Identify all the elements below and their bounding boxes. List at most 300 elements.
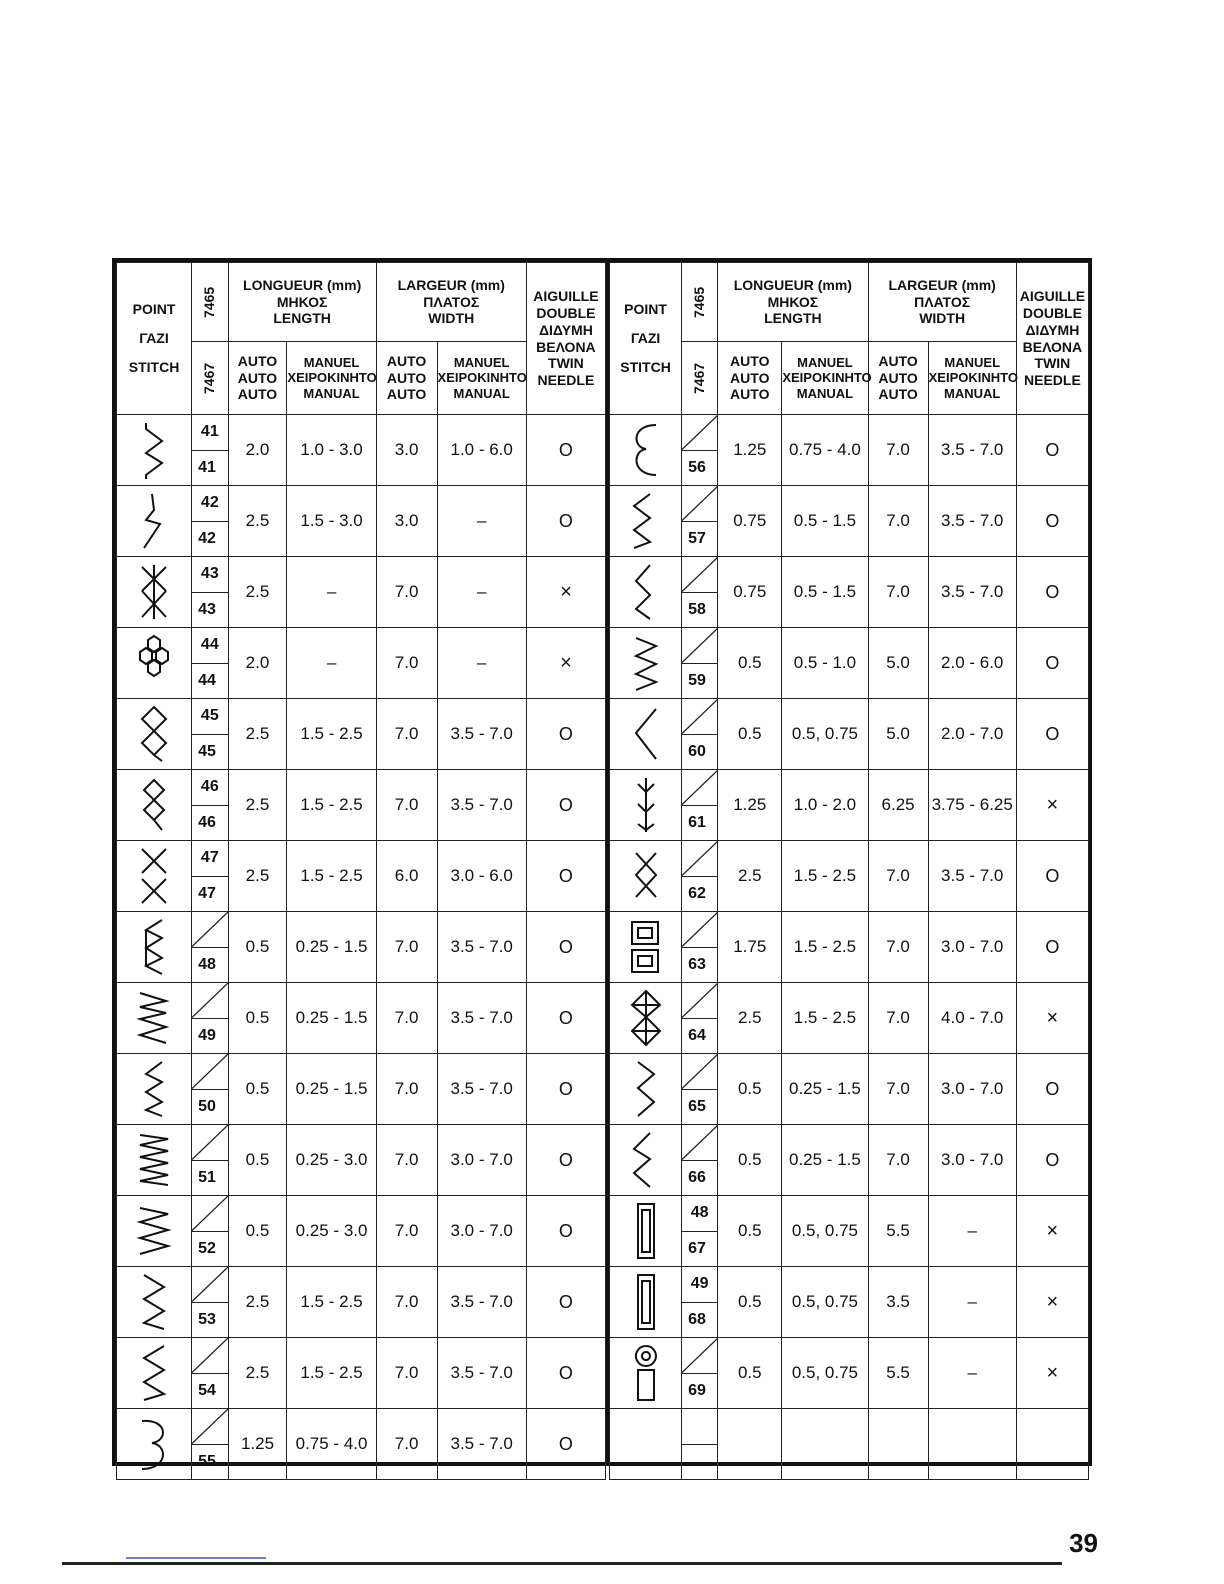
header-auto-line: AUTO <box>386 352 427 369</box>
cell-width-auto: 7.0 <box>376 1338 437 1409</box>
cell-length-auto <box>718 1409 782 1480</box>
cell-width-auto: 7.0 <box>376 983 437 1054</box>
stitch-row <box>610 557 1089 593</box>
cell-width-auto: 7.0 <box>868 841 928 912</box>
stitch-number-7465 <box>682 1054 718 1090</box>
header-auto-line: AUTO <box>878 352 918 369</box>
cell-width-manual: – <box>928 1196 1016 1267</box>
header-width-line: LARGEUR (mm) <box>888 276 996 293</box>
cell-length-manual: 1.5 - 2.5 <box>287 841 376 912</box>
cell-twin-needle: O <box>526 1196 605 1267</box>
header-width-line: LARGEUR (mm) <box>397 276 505 293</box>
page-number: 39 <box>1069 1528 1098 1558</box>
cell-length-auto: 1.25 <box>228 1409 287 1480</box>
stitch-number-7467: 46 <box>192 805 229 841</box>
stitch-row <box>117 1196 606 1232</box>
stitch-number-7467: 57 <box>682 521 718 557</box>
stitch-row <box>117 699 606 735</box>
header-point <box>610 263 682 415</box>
stitch-number-7465 <box>192 1054 229 1090</box>
stitch-row <box>610 1338 1089 1374</box>
cell-width-manual: 3.5 - 7.0 <box>437 983 526 1054</box>
cell-width-auto: 7.0 <box>376 770 437 841</box>
header-point-line: POINT <box>624 301 667 318</box>
cell-length-manual: – <box>287 628 376 699</box>
cell-twin-needle <box>1016 1409 1088 1480</box>
header-auto-line: AUTO <box>386 386 427 403</box>
stitch-number-7465 <box>682 486 718 522</box>
cell-twin-needle: × <box>1016 770 1088 841</box>
cell-length-manual: – <box>287 557 376 628</box>
cell-twin-needle: × <box>1016 983 1088 1054</box>
cell-length-auto: 0.5 <box>718 1125 782 1196</box>
header-length-line: LENGTH <box>273 310 331 327</box>
header-twin-line: TWIN <box>1034 355 1071 372</box>
stitch-number-7467: 51 <box>192 1160 229 1196</box>
cell-length-manual: 0.5, 0.75 <box>782 1338 868 1409</box>
stitch-row <box>117 912 606 948</box>
stitch-number-7467: 49 <box>192 1018 229 1054</box>
header-manual-line: ΧΕΙΡΟΚΙΝΗΤΟ <box>287 370 377 386</box>
right-table-half <box>609 262 1089 1462</box>
stitch-number-7465 <box>682 699 718 735</box>
cell-length-manual: 0.75 - 4.0 <box>287 1409 376 1480</box>
stitch-pattern-icon <box>610 486 682 557</box>
header-model-7465-label: 7465 <box>201 286 218 318</box>
cell-twin-needle: O <box>526 486 605 557</box>
cell-twin-needle: O <box>526 841 605 912</box>
cell-width-auto: 7.0 <box>376 1196 437 1267</box>
header-auto-line: AUTO <box>237 386 278 403</box>
header-manual-line: MANUAL <box>453 385 510 401</box>
stitch-pattern-icon <box>610 1196 682 1267</box>
stitch-number-7465: 49 <box>682 1267 718 1303</box>
stitch-number-7465: 44 <box>192 628 229 664</box>
header-width-line: ΠΛΑΤΟΣ <box>423 293 480 310</box>
stitch-row <box>117 486 606 522</box>
stitch-row <box>117 1125 606 1161</box>
cell-width-manual: 3.5 - 7.0 <box>437 912 526 983</box>
cell-length-auto: 2.5 <box>228 770 287 841</box>
cell-length-auto: 2.5 <box>228 699 287 770</box>
header-twin-line: ΔΙΔΥΜΗ <box>1025 321 1080 338</box>
stitch-number-7465: 48 <box>682 1196 718 1232</box>
cell-length-auto: 0.5 <box>228 1054 287 1125</box>
stitch-pattern-icon <box>610 1409 682 1480</box>
cell-width-auto: 3.5 <box>868 1267 928 1338</box>
stitch-pattern-icon <box>117 912 192 983</box>
cell-width-manual: – <box>437 628 526 699</box>
stitch-number-7465: 46 <box>192 770 229 806</box>
cell-length-manual: 0.5 - 1.0 <box>782 628 868 699</box>
stitch-pattern-icon <box>610 770 682 841</box>
cell-length-auto: 0.5 <box>228 912 287 983</box>
header-manual-line: ΧΕΙΡΟΚΙΝΗΤΟ <box>437 370 527 386</box>
stitch-number-7467: 61 <box>682 805 718 841</box>
cell-twin-needle: × <box>526 628 605 699</box>
cell-width-auto: 7.0 <box>376 1054 437 1125</box>
cell-length-auto: 2.0 <box>228 415 287 486</box>
stitch-row <box>610 912 1089 948</box>
cell-width-manual: 3.0 - 7.0 <box>437 1125 526 1196</box>
cell-length-auto: 2.0 <box>228 628 287 699</box>
stitch-number-7467: 69 <box>682 1373 718 1409</box>
cell-twin-needle: O <box>526 1125 605 1196</box>
cell-twin-needle: O <box>1016 1054 1088 1125</box>
header-point <box>117 263 192 415</box>
header-length-line: ΜΗΚΟΣ <box>276 293 328 310</box>
cell-length-auto: 2.5 <box>228 486 287 557</box>
cell-width-auto: 7.0 <box>868 557 928 628</box>
stitch-row <box>117 1338 606 1374</box>
stitch-number-7467: 52 <box>192 1231 229 1267</box>
stitch-pattern-icon <box>610 983 682 1054</box>
stitch-row <box>117 770 606 806</box>
cell-width-auto: 5.0 <box>868 628 928 699</box>
cell-length-auto: 2.5 <box>228 1267 287 1338</box>
stitch-row <box>610 1125 1089 1161</box>
cell-width-manual: – <box>437 557 526 628</box>
stitch-pattern-icon <box>117 1267 192 1338</box>
stitch-number-7467: 65 <box>682 1089 718 1125</box>
header-point-line: STITCH <box>620 358 671 375</box>
stitch-row <box>117 1054 606 1090</box>
cell-twin-needle: O <box>526 770 605 841</box>
header-manual-line: MANUAL <box>796 385 854 401</box>
cell-length-manual: 0.25 - 1.5 <box>782 1125 868 1196</box>
cell-length-manual: 1.5 - 2.5 <box>782 841 868 912</box>
cell-length-manual: 0.5, 0.75 <box>782 699 868 770</box>
stitch-row <box>117 1267 606 1303</box>
cell-twin-needle: × <box>1016 1338 1088 1409</box>
cell-length-auto: 0.75 <box>718 486 782 557</box>
cell-width-auto: 6.0 <box>376 841 437 912</box>
header-model-7467-label: 7467 <box>201 362 218 394</box>
header-auto-line: AUTO <box>730 386 770 403</box>
footer-rule <box>62 1562 1062 1565</box>
cell-twin-needle: × <box>1016 1267 1088 1338</box>
header-manual-line: MANUAL <box>303 385 360 401</box>
stitch-pattern-icon <box>117 415 192 486</box>
header-auto-line: AUTO <box>386 369 427 386</box>
cell-length-auto: 0.5 <box>718 1267 782 1338</box>
header-point-line: POINT <box>132 301 176 318</box>
header-model-7467 <box>682 342 718 415</box>
cell-width-manual: 3.5 - 7.0 <box>437 1054 526 1125</box>
header-point-line: STITCH <box>128 358 180 375</box>
header-manual <box>437 342 526 415</box>
cell-length-manual: 0.5, 0.75 <box>782 1196 868 1267</box>
stitch-row <box>610 699 1089 735</box>
cell-width-auto: 7.0 <box>376 628 437 699</box>
header-manual-line: MANUEL <box>944 354 1001 370</box>
header-auto <box>718 342 782 415</box>
cell-width-manual: 3.75 - 6.25 <box>928 770 1016 841</box>
header-twin-line: AIGUILLE <box>1019 288 1086 305</box>
stitch-pattern-icon <box>610 1267 682 1338</box>
stitch-number-7465 <box>192 1409 229 1445</box>
stitch-number-7465 <box>192 983 229 1019</box>
stitch-number-7465 <box>682 770 718 806</box>
cell-twin-needle: × <box>526 557 605 628</box>
header-row-top <box>610 263 1089 342</box>
cell-twin-needle: O <box>1016 628 1088 699</box>
stitch-pattern-icon <box>117 699 192 770</box>
cell-width-manual: 3.5 - 7.0 <box>928 557 1016 628</box>
cell-length-auto: 1.75 <box>718 912 782 983</box>
cell-width-manual: 3.5 - 7.0 <box>928 841 1016 912</box>
cell-length-auto: 0.5 <box>718 1338 782 1409</box>
stitch-number-7467: 68 <box>682 1302 718 1338</box>
stitch-number-7467: 58 <box>682 592 718 628</box>
stitch-number-7465 <box>192 1338 229 1374</box>
cell-width-manual <box>928 1409 1016 1480</box>
cell-length-manual: 1.0 - 3.0 <box>287 415 376 486</box>
cell-length-manual: 1.5 - 2.5 <box>287 1338 376 1409</box>
stitch-number-7465: 47 <box>192 841 229 877</box>
cell-width-manual: 3.0 - 7.0 <box>928 1125 1016 1196</box>
stitch-pattern-icon <box>610 415 682 486</box>
stitch-pattern-icon <box>610 1054 682 1125</box>
header-model-7465 <box>682 263 718 342</box>
cell-length-manual: 0.25 - 3.0 <box>287 1196 376 1267</box>
stitch-pattern-icon <box>117 1054 192 1125</box>
cell-width-manual: 3.0 - 7.0 <box>928 912 1016 983</box>
header-auto <box>868 342 928 415</box>
header-manual-line: ΧΕΙΡΟΚΙΝΗΤΟ <box>928 370 1018 386</box>
stitch-pattern-icon <box>117 770 192 841</box>
header-auto <box>228 342 287 415</box>
stitch-number-7465 <box>682 912 718 948</box>
cell-twin-needle: O <box>1016 415 1088 486</box>
cell-length-manual: 1.5 - 2.5 <box>287 699 376 770</box>
stitch-pattern-icon <box>610 841 682 912</box>
cell-length-auto: 1.25 <box>718 415 782 486</box>
header-model-7465-label: 7465 <box>691 286 708 318</box>
stitch-number-7467: 47 <box>192 876 229 912</box>
cell-width-manual: 3.0 - 6.0 <box>437 841 526 912</box>
cell-width-auto: 3.0 <box>376 486 437 557</box>
cell-width-auto: 7.0 <box>376 699 437 770</box>
cell-width-manual: – <box>928 1267 1016 1338</box>
stitch-number-7467: 54 <box>192 1373 229 1409</box>
stitch-number-7465 <box>682 841 718 877</box>
stitch-row <box>117 557 606 593</box>
stitch-pattern-icon <box>610 699 682 770</box>
stitch-row <box>117 983 606 1019</box>
stitch-number-7467 <box>682 1444 718 1480</box>
cell-twin-needle: O <box>1016 699 1088 770</box>
stitch-pattern-icon <box>610 628 682 699</box>
header-auto-line: AUTO <box>730 369 770 386</box>
cell-width-auto: 7.0 <box>868 1054 928 1125</box>
stitch-pattern-icon <box>117 486 192 557</box>
stitch-pattern-icon <box>117 841 192 912</box>
cell-twin-needle: O <box>526 1409 605 1480</box>
header-width <box>868 263 1016 342</box>
cell-length-auto: 2.5 <box>718 841 782 912</box>
cell-twin-needle: O <box>526 912 605 983</box>
cell-length-manual: 0.25 - 3.0 <box>287 1125 376 1196</box>
cell-twin-needle: O <box>1016 557 1088 628</box>
header-twin-line: NEEDLE <box>1024 372 1081 389</box>
stitch-number-7467: 48 <box>192 947 229 983</box>
header-twin-line: DOUBLE <box>1022 304 1082 321</box>
stitch-number-7465 <box>192 912 229 948</box>
stitch-pattern-icon <box>610 557 682 628</box>
cell-length-manual: 1.0 - 2.0 <box>782 770 868 841</box>
stitch-number-7465 <box>192 1267 229 1303</box>
header-manual <box>287 342 376 415</box>
header-twin-line: ΒΕΛΟΝΑ <box>1022 338 1083 355</box>
cell-length-manual: 0.25 - 1.5 <box>287 912 376 983</box>
cell-width-auto: 3.0 <box>376 415 437 486</box>
stitch-number-7467: 50 <box>192 1089 229 1125</box>
cell-length-auto: 1.25 <box>718 770 782 841</box>
cell-twin-needle: O <box>526 983 605 1054</box>
cell-width-auto: 7.0 <box>868 486 928 557</box>
cell-width-auto: 5.5 <box>868 1338 928 1409</box>
stitch-pattern-icon <box>117 1338 192 1409</box>
cell-length-auto: 0.5 <box>228 983 287 1054</box>
stitch-pattern-icon <box>117 1125 192 1196</box>
cell-width-manual: 2.0 - 6.0 <box>928 628 1016 699</box>
stitch-number-7465 <box>192 1196 229 1232</box>
left-table-half <box>116 262 609 1470</box>
cell-length-manual: 1.5 - 2.5 <box>782 983 868 1054</box>
header-width-line: ΠΛΑΤΟΣ <box>914 293 971 310</box>
stitch-table-sheet <box>112 258 1092 1470</box>
header-length-line: LONGUEUR (mm) <box>733 276 852 293</box>
cell-length-manual: 0.25 - 1.5 <box>287 1054 376 1125</box>
cell-width-manual: 3.5 - 7.0 <box>437 699 526 770</box>
cell-length-manual: 0.5 - 1.5 <box>782 557 868 628</box>
header-manual-line: ΧΕΙΡΟΚΙΝΗΤΟ <box>782 370 872 386</box>
header-twin-line: NEEDLE <box>537 372 595 389</box>
stitch-number-7467: 43 <box>192 592 229 628</box>
stitch-number-7465: 42 <box>192 486 229 522</box>
cell-width-manual: 4.0 - 7.0 <box>928 983 1016 1054</box>
stitch-pattern-icon <box>117 557 192 628</box>
cell-twin-needle: O <box>526 1267 605 1338</box>
header-manual <box>928 342 1016 415</box>
cell-width-manual: 3.5 - 7.0 <box>437 1338 526 1409</box>
cell-width-auto: 5.5 <box>868 1196 928 1267</box>
stitch-number-7465 <box>682 1125 718 1161</box>
cell-width-auto: 5.0 <box>868 699 928 770</box>
header-width <box>376 263 526 342</box>
cell-length-auto: 0.5 <box>718 1196 782 1267</box>
header-model-7467 <box>192 342 229 415</box>
stitch-row <box>610 770 1089 806</box>
stitch-pattern-icon <box>610 1338 682 1409</box>
stitch-number-7465: 41 <box>192 415 229 451</box>
header-twin-line: ΔΙΔΥΜΗ <box>538 321 593 338</box>
stitch-number-7467: 60 <box>682 734 718 770</box>
cell-width-manual: 3.5 - 7.0 <box>437 770 526 841</box>
header-twin-line: ΒΕΛΟΝΑ <box>536 338 596 355</box>
cell-width-auto: 7.0 <box>868 1125 928 1196</box>
cell-twin-needle: O <box>1016 912 1088 983</box>
stitch-row <box>610 1196 1089 1232</box>
cell-length-manual: 0.5 - 1.5 <box>782 486 868 557</box>
stitch-row <box>610 415 1089 451</box>
header-length-line: LENGTH <box>764 310 822 327</box>
header-twin-line: AIGUILLE <box>533 288 599 305</box>
stitch-row <box>610 1054 1089 1090</box>
footer-accent-line <box>126 1557 266 1559</box>
cell-length-manual: 1.5 - 2.5 <box>287 1267 376 1338</box>
stitch-number-7467: 44 <box>192 663 229 699</box>
stitch-number-7467: 63 <box>682 947 718 983</box>
cell-width-manual: 3.5 - 7.0 <box>437 1409 526 1480</box>
stitch-number-7467: 64 <box>682 1018 718 1054</box>
cell-length-auto: 2.5 <box>228 1338 287 1409</box>
header-manual-line: MANUEL <box>453 354 510 370</box>
stitch-row <box>610 1409 1089 1445</box>
header-point-line: ΓΑΖΙ <box>630 330 661 347</box>
header-width-line: WIDTH <box>428 310 475 327</box>
stitch-row <box>610 486 1089 522</box>
cell-width-auto: 7.0 <box>376 1267 437 1338</box>
cell-twin-needle: O <box>526 1054 605 1125</box>
stitch-row <box>610 628 1089 664</box>
stitch-number-7467: 53 <box>192 1302 229 1338</box>
cell-twin-needle: O <box>1016 1125 1088 1196</box>
header-manual-line: MANUEL <box>303 354 360 370</box>
stitch-number-7465: 45 <box>192 699 229 735</box>
header-twin-line: TWIN <box>548 355 584 372</box>
cell-length-manual: 1.5 - 2.5 <box>782 912 868 983</box>
cell-width-auto: 7.0 <box>376 912 437 983</box>
cell-width-auto: 7.0 <box>376 1409 437 1480</box>
stitch-number-7467: 59 <box>682 663 718 699</box>
stitch-row <box>117 1409 606 1445</box>
cell-length-manual: 0.5, 0.75 <box>782 1267 868 1338</box>
cell-length-manual: 0.25 - 1.5 <box>782 1054 868 1125</box>
cell-length-manual: 0.75 - 4.0 <box>782 415 868 486</box>
header-auto-line: AUTO <box>237 369 278 386</box>
cell-twin-needle: × <box>1016 1196 1088 1267</box>
cell-twin-needle: O <box>1016 841 1088 912</box>
stitch-number-7467: 67 <box>682 1231 718 1267</box>
cell-width-manual: 3.5 - 7.0 <box>928 415 1016 486</box>
cell-length-auto: 0.5 <box>228 1196 287 1267</box>
cell-length-auto: 0.5 <box>718 1054 782 1125</box>
cell-length-manual: 1.5 - 2.5 <box>287 770 376 841</box>
header-row-top <box>117 263 606 342</box>
cell-width-auto: 7.0 <box>868 983 928 1054</box>
cell-twin-needle: O <box>526 1338 605 1409</box>
stitch-row <box>117 841 606 877</box>
cell-length-auto: 0.5 <box>228 1125 287 1196</box>
stitch-number-7465 <box>192 1125 229 1161</box>
cell-width-auto: 6.25 <box>868 770 928 841</box>
header-auto-line: AUTO <box>878 369 918 386</box>
header-width-line: WIDTH <box>919 310 966 327</box>
cell-width-auto: 7.0 <box>868 912 928 983</box>
cell-length-auto: 2.5 <box>228 841 287 912</box>
cell-twin-needle: O <box>1016 486 1088 557</box>
cell-width-manual: 2.0 - 7.0 <box>928 699 1016 770</box>
stitch-number-7467: 42 <box>192 521 229 557</box>
cell-width-manual: 1.0 - 6.0 <box>437 415 526 486</box>
cell-width-auto: 7.0 <box>376 1125 437 1196</box>
cell-width-manual: – <box>437 486 526 557</box>
stitch-pattern-icon <box>117 628 192 699</box>
stitch-row <box>610 841 1089 877</box>
cell-twin-needle: O <box>526 699 605 770</box>
